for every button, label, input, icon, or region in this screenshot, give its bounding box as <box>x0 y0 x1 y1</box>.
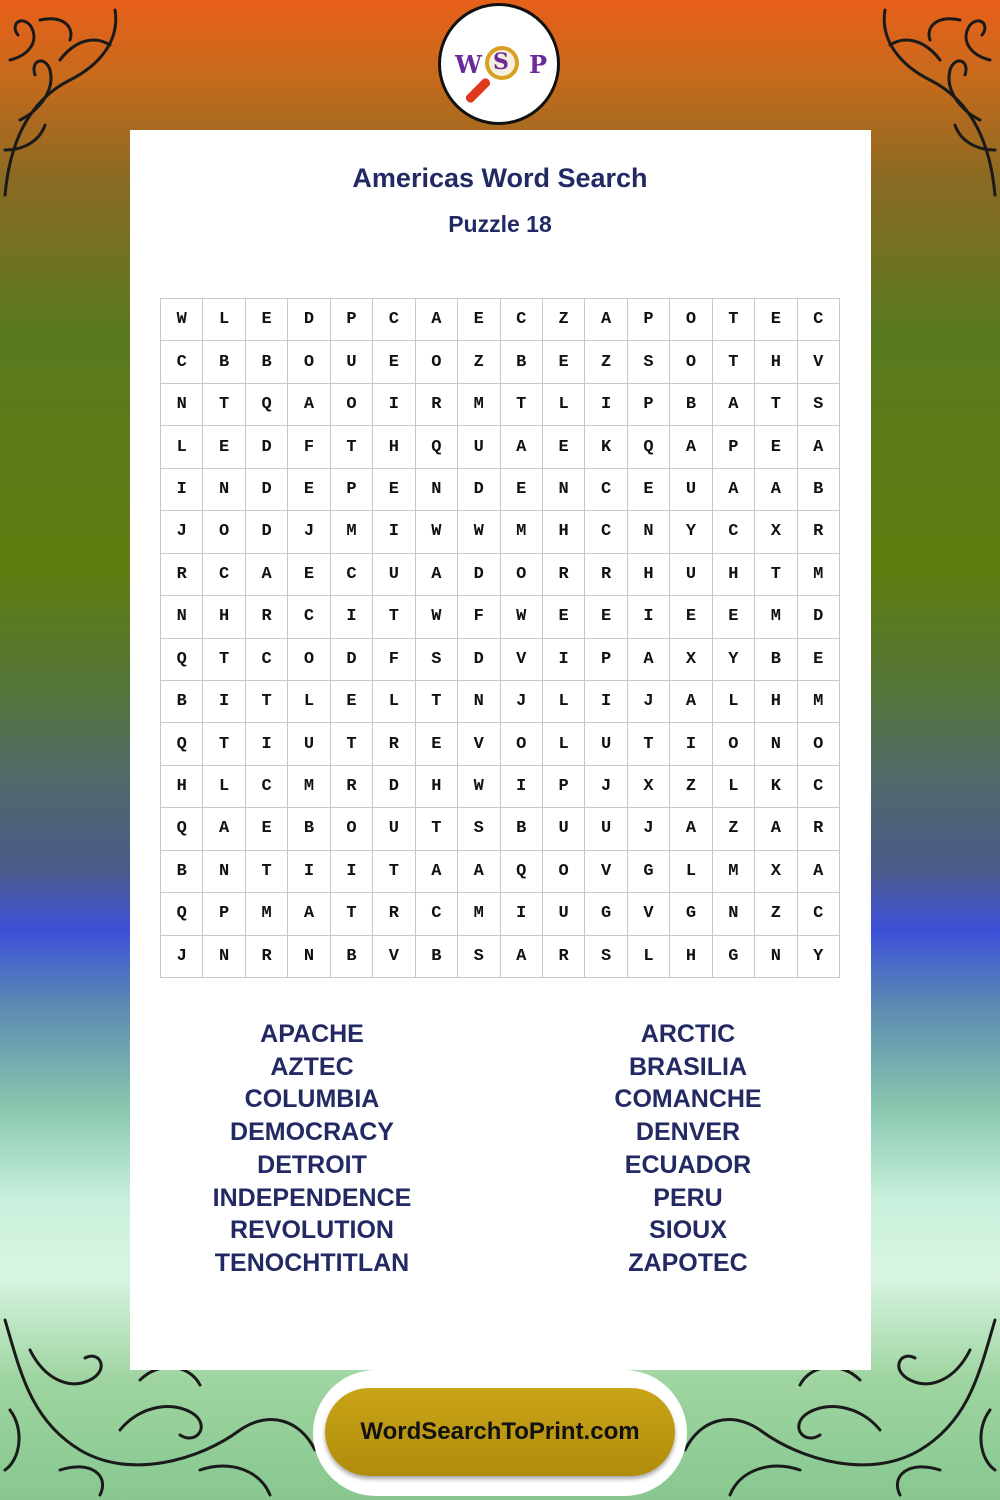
grid-cell[interactable]: I <box>331 596 373 638</box>
grid-cell[interactable]: O <box>331 384 373 426</box>
grid-cell[interactable]: T <box>501 384 543 426</box>
grid-cell[interactable]: Y <box>798 936 840 978</box>
grid-cell[interactable]: E <box>288 469 330 511</box>
grid-cell[interactable]: S <box>585 936 627 978</box>
grid-cell[interactable]: I <box>501 766 543 808</box>
grid-cell[interactable]: Q <box>161 723 203 765</box>
grid-cell[interactable]: A <box>713 469 755 511</box>
grid-cell[interactable]: I <box>161 469 203 511</box>
grid-cell[interactable]: T <box>416 681 458 723</box>
grid-cell[interactable]: M <box>246 893 288 935</box>
grid-cell[interactable]: I <box>501 893 543 935</box>
grid-cell[interactable]: N <box>288 936 330 978</box>
grid-cell[interactable]: C <box>501 299 543 341</box>
grid-cell[interactable]: I <box>373 511 415 553</box>
grid-cell[interactable]: B <box>331 936 373 978</box>
grid-cell[interactable]: T <box>373 596 415 638</box>
grid-cell[interactable]: V <box>798 341 840 383</box>
grid-cell[interactable]: L <box>161 426 203 468</box>
word-list-item: APACHE <box>260 1020 364 1048</box>
grid-cell[interactable]: P <box>331 299 373 341</box>
grid-cell[interactable]: E <box>713 596 755 638</box>
grid-cell[interactable]: J <box>628 808 670 850</box>
grid-cell[interactable]: U <box>543 808 585 850</box>
grid-cell[interactable]: K <box>755 766 797 808</box>
word-list-item: REVOLUTION <box>230 1216 394 1245</box>
logo-letter-s: S <box>493 49 509 75</box>
grid-cell[interactable]: A <box>203 808 245 850</box>
grid-cell[interactable]: C <box>798 893 840 935</box>
grid-cell[interactable]: O <box>288 341 330 383</box>
grid-cell[interactable]: B <box>246 341 288 383</box>
word-list-item: ARCTIC <box>640 1020 736 1048</box>
grid-cell[interactable]: N <box>458 681 500 723</box>
grid-cell[interactable]: O <box>543 851 585 893</box>
grid-cell[interactable]: A <box>501 426 543 468</box>
grid-cell[interactable]: O <box>501 554 543 596</box>
grid-cell[interactable]: B <box>755 639 797 681</box>
grid-cell[interactable]: C <box>246 639 288 681</box>
grid-cell[interactable]: B <box>203 341 245 383</box>
grid-cell[interactable]: A <box>755 808 797 850</box>
grid-cell[interactable]: W <box>161 299 203 341</box>
grid-cell[interactable]: M <box>755 596 797 638</box>
grid-cell[interactable]: H <box>203 596 245 638</box>
grid-cell[interactable]: C <box>713 511 755 553</box>
word-list-item: COLUMBIA <box>244 1085 380 1114</box>
grid-cell[interactable]: T <box>246 851 288 893</box>
grid-cell[interactable]: F <box>373 639 415 681</box>
grid-cell[interactable]: D <box>246 426 288 468</box>
grid-cell[interactable]: C <box>161 341 203 383</box>
puzzle-number: Puzzle 18 <box>448 211 552 237</box>
grid-cell[interactable]: C <box>585 469 627 511</box>
grid-cell[interactable]: N <box>203 851 245 893</box>
grid-cell[interactable]: J <box>628 681 670 723</box>
grid-cell[interactable]: L <box>373 681 415 723</box>
grid-cell[interactable]: T <box>246 681 288 723</box>
grid-cell[interactable]: H <box>416 766 458 808</box>
grid-cell[interactable]: P <box>713 426 755 468</box>
grid-cell[interactable]: Q <box>161 808 203 850</box>
grid-cell[interactable]: R <box>373 893 415 935</box>
grid-cell[interactable]: M <box>458 384 500 426</box>
grid-cell[interactable]: B <box>288 808 330 850</box>
grid-cell[interactable]: N <box>203 936 245 978</box>
grid-cell[interactable]: X <box>755 851 797 893</box>
grid-cell[interactable]: D <box>246 511 288 553</box>
grid-cell[interactable]: N <box>543 469 585 511</box>
grid-cell[interactable]: E <box>331 681 373 723</box>
grid-cell[interactable]: C <box>798 766 840 808</box>
grid-cell[interactable]: A <box>670 426 712 468</box>
grid-cell[interactable]: J <box>501 681 543 723</box>
grid-cell[interactable]: T <box>203 639 245 681</box>
grid-cell[interactable]: M <box>458 893 500 935</box>
grid-cell[interactable]: W <box>416 511 458 553</box>
grid-cell[interactable]: C <box>585 511 627 553</box>
word-list-item: DENVER <box>635 1118 741 1147</box>
grid-cell[interactable]: C <box>331 554 373 596</box>
grid-cell[interactable]: H <box>755 681 797 723</box>
grid-cell[interactable]: E <box>203 426 245 468</box>
grid-cell[interactable]: L <box>543 681 585 723</box>
grid-cell[interactable]: O <box>288 639 330 681</box>
grid-cell[interactable]: C <box>288 596 330 638</box>
grid-cell[interactable]: S <box>458 936 500 978</box>
grid-cell[interactable]: M <box>798 681 840 723</box>
grid-cell[interactable]: N <box>161 596 203 638</box>
grid-cell[interactable]: E <box>373 469 415 511</box>
grid-cell[interactable]: E <box>373 341 415 383</box>
grid-cell[interactable]: O <box>670 341 712 383</box>
grid-cell[interactable]: A <box>628 639 670 681</box>
grid-cell[interactable]: T <box>755 554 797 596</box>
grid-cell[interactable]: C <box>798 299 840 341</box>
wsp-logo[interactable] <box>438 3 560 125</box>
grid-cell[interactable]: A <box>713 384 755 426</box>
grid-cell[interactable]: I <box>585 384 627 426</box>
grid-cell[interactable]: L <box>628 936 670 978</box>
grid-cell[interactable]: C <box>246 766 288 808</box>
grid-cell[interactable]: D <box>288 299 330 341</box>
word-list-item: DEMOCRACY <box>230 1118 394 1147</box>
grid-cell[interactable]: A <box>585 299 627 341</box>
word-list-item: BRASILIA <box>628 1052 748 1081</box>
grid-cell[interactable]: C <box>416 893 458 935</box>
grid-cell[interactable]: L <box>713 766 755 808</box>
grid-cell[interactable]: J <box>161 511 203 553</box>
grid-cell[interactable]: U <box>585 808 627 850</box>
grid-cell[interactable]: A <box>416 554 458 596</box>
website-link-button[interactable]: WordSearchToPrint.com <box>325 1388 675 1476</box>
grid-cell[interactable]: T <box>331 723 373 765</box>
grid-cell[interactable]: M <box>713 851 755 893</box>
grid-cell[interactable]: E <box>246 299 288 341</box>
grid-cell[interactable]: I <box>288 851 330 893</box>
grid-cell[interactable]: G <box>670 893 712 935</box>
grid-cell[interactable]: B <box>501 808 543 850</box>
grid-cell[interactable]: A <box>288 384 330 426</box>
grid-cell[interactable]: B <box>670 384 712 426</box>
grid-cell[interactable]: R <box>246 936 288 978</box>
grid-cell[interactable]: O <box>670 299 712 341</box>
grid-cell[interactable]: X <box>670 639 712 681</box>
grid-cell[interactable]: L <box>203 299 245 341</box>
grid-cell[interactable]: B <box>161 851 203 893</box>
grid-cell[interactable]: Z <box>585 341 627 383</box>
grid-cell[interactable]: H <box>628 554 670 596</box>
grid-cell[interactable]: Z <box>713 808 755 850</box>
grid-cell[interactable]: P <box>331 469 373 511</box>
grid-cell[interactable]: C <box>373 299 415 341</box>
grid-cell[interactable]: W <box>501 596 543 638</box>
grid-cell[interactable]: F <box>458 596 500 638</box>
grid-cell[interactable]: E <box>543 341 585 383</box>
grid-cell[interactable]: O <box>416 341 458 383</box>
word-list-item: AZTEC <box>270 1052 354 1081</box>
grid-cell[interactable]: U <box>331 341 373 383</box>
grid-cell[interactable]: N <box>203 469 245 511</box>
grid-cell[interactable]: T <box>628 723 670 765</box>
grid-cell[interactable]: P <box>628 299 670 341</box>
letter-grid <box>160 298 840 978</box>
grid-cell[interactable]: S <box>628 341 670 383</box>
grid-cell[interactable]: L <box>713 681 755 723</box>
grid-cell[interactable]: D <box>458 554 500 596</box>
grid-cell[interactable]: R <box>798 808 840 850</box>
grid-cell[interactable]: K <box>585 426 627 468</box>
grid-cell[interactable]: V <box>373 936 415 978</box>
grid-cell[interactable]: U <box>288 723 330 765</box>
grid-cell[interactable]: A <box>798 426 840 468</box>
page-title: Americas Word Search <box>352 163 648 193</box>
word-list-right <box>528 1018 848 1280</box>
grid-cell[interactable]: T <box>203 723 245 765</box>
grid-cell[interactable]: U <box>670 469 712 511</box>
grid-cell[interactable]: O <box>798 723 840 765</box>
magnifier-handle-icon <box>464 77 492 105</box>
grid-cell[interactable]: T <box>713 341 755 383</box>
grid-cell[interactable]: U <box>543 893 585 935</box>
grid-cell[interactable]: J <box>161 936 203 978</box>
grid-cell[interactable]: U <box>585 723 627 765</box>
grid-cell[interactable]: O <box>331 808 373 850</box>
grid-cell[interactable]: E <box>628 469 670 511</box>
grid-cell[interactable]: C <box>203 554 245 596</box>
grid-cell[interactable]: L <box>203 766 245 808</box>
grid-cell[interactable]: E <box>246 808 288 850</box>
grid-cell[interactable]: N <box>416 469 458 511</box>
grid-cell[interactable]: J <box>288 511 330 553</box>
grid-cell[interactable]: D <box>246 469 288 511</box>
grid-cell[interactable]: T <box>203 384 245 426</box>
grid-cell[interactable]: E <box>585 596 627 638</box>
grid-cell[interactable]: L <box>543 723 585 765</box>
grid-cell[interactable]: Z <box>670 766 712 808</box>
grid-cell[interactable]: E <box>798 639 840 681</box>
word-list-item: PERU <box>653 1183 723 1212</box>
grid-cell[interactable]: Q <box>628 426 670 468</box>
grid-cell[interactable]: A <box>670 808 712 850</box>
grid-cell[interactable]: R <box>798 511 840 553</box>
grid-cell[interactable]: R <box>543 936 585 978</box>
grid-cell[interactable]: W <box>458 766 500 808</box>
grid-cell[interactable]: G <box>585 893 627 935</box>
word-list-item: TENOCHTITLAN <box>214 1248 410 1277</box>
grid-cell[interactable]: S <box>458 808 500 850</box>
grid-cell[interactable]: D <box>798 596 840 638</box>
grid-cell[interactable]: G <box>628 851 670 893</box>
grid-cell[interactable]: E <box>416 723 458 765</box>
grid-cell[interactable]: H <box>161 766 203 808</box>
grid-cell[interactable]: D <box>458 639 500 681</box>
grid-cell[interactable]: N <box>713 893 755 935</box>
grid-cell[interactable]: E <box>670 596 712 638</box>
grid-cell[interactable]: Y <box>670 511 712 553</box>
logo-letter-w: W <box>455 50 482 79</box>
grid-cell[interactable]: T <box>331 426 373 468</box>
grid-cell[interactable]: D <box>373 766 415 808</box>
grid-cell[interactable]: O <box>203 511 245 553</box>
grid-cell[interactable]: E <box>543 596 585 638</box>
grid-cell[interactable]: T <box>755 384 797 426</box>
grid-cell[interactable]: U <box>458 426 500 468</box>
grid-cell[interactable]: X <box>628 766 670 808</box>
grid-cell[interactable]: R <box>543 554 585 596</box>
grid-cell[interactable]: Q <box>501 851 543 893</box>
grid-cell[interactable]: J <box>585 766 627 808</box>
grid-cell[interactable]: T <box>331 893 373 935</box>
grid-cell[interactable]: M <box>798 554 840 596</box>
grid-cell[interactable]: P <box>585 639 627 681</box>
grid-cell[interactable]: A <box>501 936 543 978</box>
grid-cell[interactable]: V <box>501 639 543 681</box>
grid-cell[interactable]: R <box>161 554 203 596</box>
grid-cell[interactable]: E <box>458 299 500 341</box>
grid-cell[interactable]: N <box>628 511 670 553</box>
grid-cell[interactable]: A <box>416 299 458 341</box>
grid-cell[interactable]: Q <box>161 893 203 935</box>
grid-cell[interactable]: I <box>246 723 288 765</box>
grid-cell[interactable]: N <box>161 384 203 426</box>
grid-cell[interactable]: E <box>755 299 797 341</box>
grid-cell[interactable]: A <box>458 851 500 893</box>
grid-cell[interactable]: A <box>246 554 288 596</box>
grid-cell[interactable]: V <box>585 851 627 893</box>
grid-cell[interactable]: E <box>755 426 797 468</box>
grid-cell[interactable]: Z <box>543 299 585 341</box>
grid-cell[interactable]: W <box>458 511 500 553</box>
grid-cell[interactable]: B <box>501 341 543 383</box>
grid-cell[interactable]: T <box>416 808 458 850</box>
grid-cell[interactable]: O <box>713 723 755 765</box>
grid-cell[interactable]: L <box>288 681 330 723</box>
grid-cell[interactable]: H <box>543 511 585 553</box>
grid-cell[interactable]: T <box>373 851 415 893</box>
word-list-item: COMANCHE <box>614 1085 762 1114</box>
grid-cell[interactable]: O <box>501 723 543 765</box>
word-list-item: DETROIT <box>257 1150 367 1179</box>
grid-cell[interactable]: S <box>798 384 840 426</box>
grid-cell[interactable]: F <box>288 426 330 468</box>
grid-cell[interactable]: A <box>670 681 712 723</box>
grid-cell[interactable]: R <box>373 723 415 765</box>
grid-cell[interactable]: R <box>416 384 458 426</box>
grid-cell[interactable]: A <box>798 851 840 893</box>
grid-cell[interactable]: V <box>628 893 670 935</box>
grid-cell[interactable]: R <box>585 554 627 596</box>
grid-cell[interactable]: I <box>543 639 585 681</box>
grid-cell[interactable]: W <box>416 596 458 638</box>
grid-cell[interactable]: G <box>713 936 755 978</box>
grid-cell[interactable]: I <box>331 851 373 893</box>
grid-cell[interactable]: D <box>331 639 373 681</box>
grid-cell[interactable]: R <box>246 596 288 638</box>
grid-cell[interactable]: S <box>416 639 458 681</box>
grid-cell[interactable]: R <box>331 766 373 808</box>
grid-cell[interactable]: P <box>203 893 245 935</box>
grid-cell[interactable]: D <box>458 469 500 511</box>
word-list-item: SIOUX <box>649 1216 727 1245</box>
grid-cell[interactable]: I <box>670 723 712 765</box>
grid-cell[interactable]: L <box>543 384 585 426</box>
grid-cell[interactable]: T <box>713 299 755 341</box>
grid-cell[interactable]: L <box>670 851 712 893</box>
grid-cell[interactable]: Q <box>246 384 288 426</box>
grid-cell[interactable]: Z <box>755 893 797 935</box>
grid-cell[interactable]: M <box>331 511 373 553</box>
grid-cell[interactable]: N <box>755 936 797 978</box>
grid-cell[interactable]: E <box>288 554 330 596</box>
grid-cell[interactable]: P <box>628 384 670 426</box>
grid-cell[interactable]: X <box>755 511 797 553</box>
word-list-item: ZAPOTEC <box>628 1248 748 1277</box>
grid-cell[interactable]: I <box>373 384 415 426</box>
word-list-item: INDEPENDENCE <box>212 1183 412 1212</box>
grid-cell[interactable]: Q <box>161 639 203 681</box>
grid-cell[interactable]: N <box>755 723 797 765</box>
grid-cell[interactable]: Z <box>458 341 500 383</box>
grid-cell[interactable]: H <box>373 426 415 468</box>
grid-cell[interactable]: U <box>670 554 712 596</box>
grid-cell[interactable]: I <box>203 681 245 723</box>
grid-cell[interactable]: M <box>288 766 330 808</box>
grid-cell[interactable]: H <box>713 554 755 596</box>
word-list-item: ECUADOR <box>624 1150 752 1179</box>
grid-cell[interactable]: P <box>543 766 585 808</box>
grid-cell[interactable]: Y <box>713 639 755 681</box>
grid-cell[interactable]: E <box>543 426 585 468</box>
grid-cell[interactable]: B <box>416 936 458 978</box>
grid-cell[interactable]: A <box>755 469 797 511</box>
grid-cell[interactable]: M <box>501 511 543 553</box>
word-list-left <box>152 1018 472 1280</box>
grid-cell[interactable]: A <box>416 851 458 893</box>
grid-cell[interactable]: U <box>373 554 415 596</box>
grid-cell[interactable]: I <box>585 681 627 723</box>
logo-letter-p: P <box>529 50 548 79</box>
grid-cell[interactable]: U <box>373 808 415 850</box>
grid-cell[interactable]: Q <box>416 426 458 468</box>
grid-cell[interactable]: V <box>458 723 500 765</box>
grid-cell[interactable]: B <box>798 469 840 511</box>
grid-cell[interactable]: H <box>670 936 712 978</box>
grid-cell[interactable]: I <box>628 596 670 638</box>
grid-cell[interactable]: A <box>288 893 330 935</box>
grid-cell[interactable]: B <box>161 681 203 723</box>
grid-cell[interactable]: E <box>501 469 543 511</box>
grid-cell[interactable]: H <box>755 341 797 383</box>
